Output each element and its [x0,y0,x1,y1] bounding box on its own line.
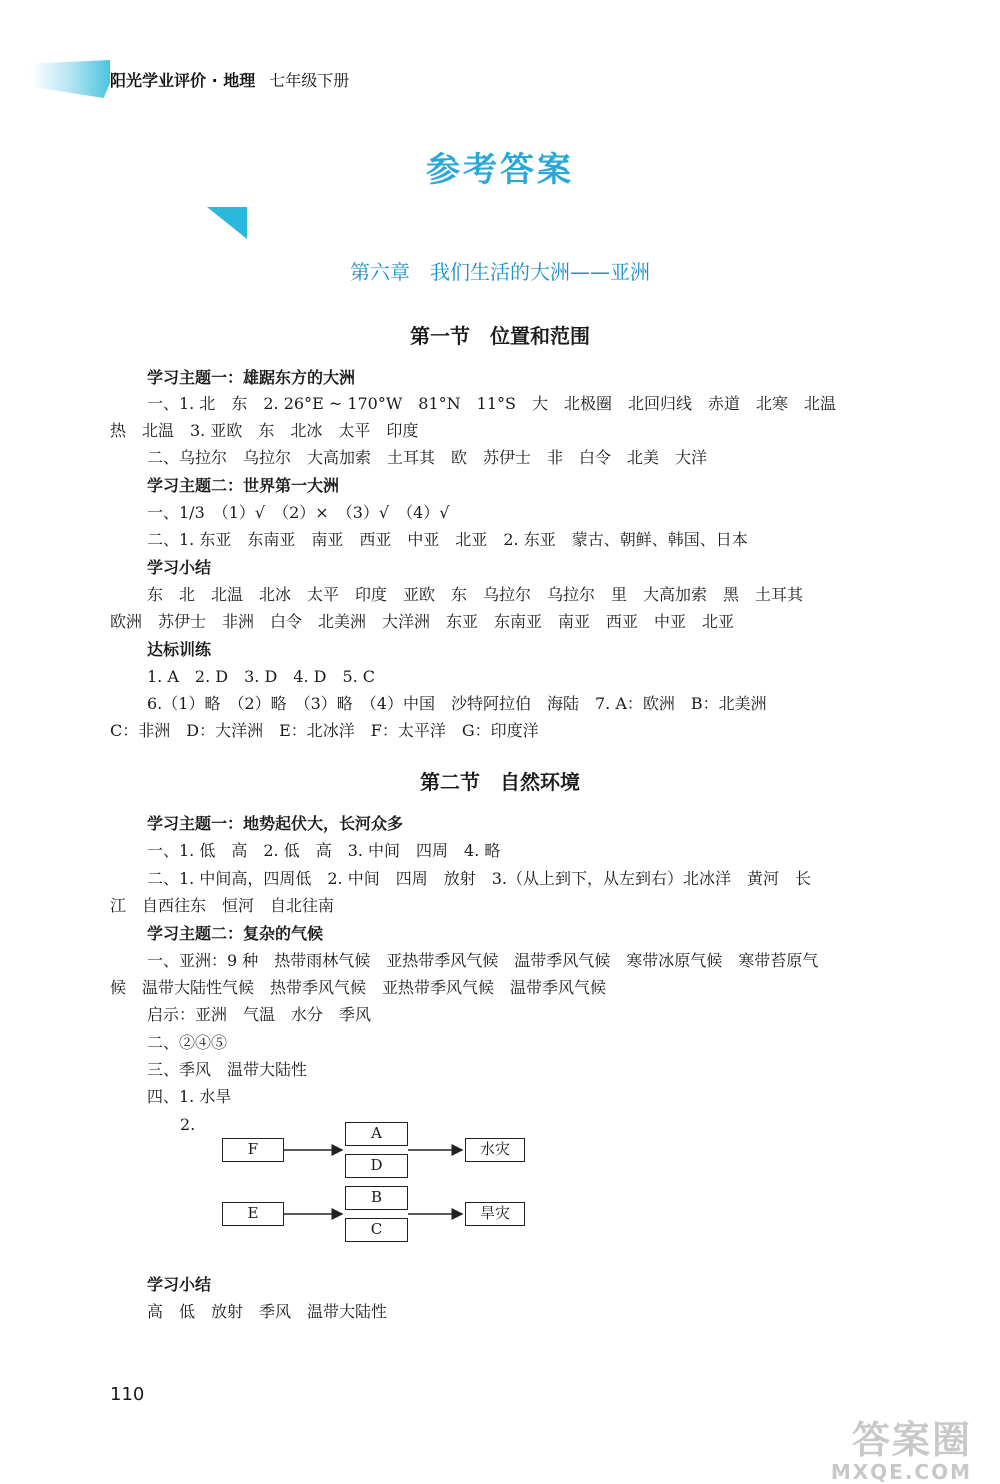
s1-line: 一、1/3 （1）√ （2）× （3）√ （4）√ [147,503,450,522]
s2-line: 二、1. 中间高，四周低 2. 中间 四周 放射 3.（从上到下，从左到右）北冰洋 黄河 长 [147,869,811,888]
box-e: E [222,1202,284,1226]
section2-title: 第二节 自然环境 [420,770,580,794]
header-series: 阳光学业评价 · 地理 [110,71,256,90]
s2-line: 三、季风 温带大陆性 [147,1060,308,1079]
s1-line: 欧洲 苏伊士 非洲 白令 北美洲 大洋洲 东亚 东南亚 南亚 西亚 中亚 北亚 [110,612,735,631]
box-drought: 旱灾 [465,1202,525,1226]
s2-summary-heading: 学习小结 [147,1275,212,1294]
watermark-line2: MXQE.COM [830,1460,972,1484]
s1-topic1-heading: 学习主题一：雄踞东方的大洲 [147,368,356,387]
watermark-line1: 答案圈 [851,1418,972,1462]
chapter-title: 第六章 我们生活的大洲——亚洲 [350,260,650,284]
s2-line: 四、1. 水旱 [147,1087,232,1106]
s2-line: 一、1. 低 高 2. 低 高 3. 中间 四周 4. 略 [147,841,501,860]
s1-line: 二、1. 东亚 东南亚 南亚 西亚 中亚 北亚 2. 东亚 蒙古、朝鲜、韩国、日本 [147,530,748,549]
s1-practice-heading: 达标训练 [147,640,212,659]
box-a: A [345,1122,408,1146]
box-f: F [222,1138,284,1162]
s1-line: C：非洲 D：大洋洲 E：北冰洋 F：太平洋 G：印度洋 [110,721,539,740]
s2-topic2-heading: 学习主题二：复杂的气候 [147,924,324,943]
watermark-logo [831,1420,972,1484]
s1-line: 一、1. 北 东 2. 26°E ~ 170°W 81°N 11°S 大 北极圈 北回归线 赤道 北寒 北温 [147,394,836,413]
s1-line: 6.（1）略 （2）略 （3）略 （4）中国 沙特阿拉伯 海陆 7. A：欧洲 B：北美洲 [147,694,767,713]
s2-line: 一、亚洲：9 种 热带雨林气候 亚热带季风气候 温带季风气候 寒带冰原气候 寒带苔原气 [147,951,819,970]
box-b: B [345,1186,408,1210]
box-c: C [345,1218,408,1242]
header-grade: 七年级下册 [269,71,350,90]
box-d: D [345,1154,408,1178]
s2-line: 二、②④⑤ [147,1033,228,1052]
s2-line: 江 自西往东 恒河 自北往南 [110,896,335,915]
s2-topic1-heading: 学习主题一：地势起伏大，长河众多 [147,814,404,833]
page-number: 110 [110,1384,145,1405]
s1-topic2-heading: 学习主题二：世界第一大洲 [147,476,340,495]
s2-summary: 高 低 放射 季风 温带大陆性 [147,1302,388,1321]
s1-line: 二、乌拉尔 乌拉尔 大高加索 土耳其 欧 苏伊士 非 白令 北美 大洋 [147,448,708,467]
s1-summary-heading: 学习小结 [147,558,212,577]
s1-line: 热 北温 3. 亚欧 东 北冰 太平 印度 [110,421,419,440]
s1-line: 东 北 北温 北冰 太平 印度 亚欧 东 乌拉尔 乌拉尔 里 大高加索 黑 土耳其 [147,585,804,604]
s2-line: 候 温带大陆性气候 热带季风气候 亚热带季风气候 温带季风气候 [110,978,607,997]
box-flood: 水灾 [465,1138,525,1162]
s2-line: 启示：亚洲 气温 水分 季风 [147,1005,372,1024]
section1-title: 第一节 位置和范围 [410,324,590,348]
page-title: 参考答案 [426,150,574,190]
diagram-number: 2. [180,1115,196,1134]
s1-line: 1. A 2. D 3. D 4. D 5. C [147,667,376,686]
